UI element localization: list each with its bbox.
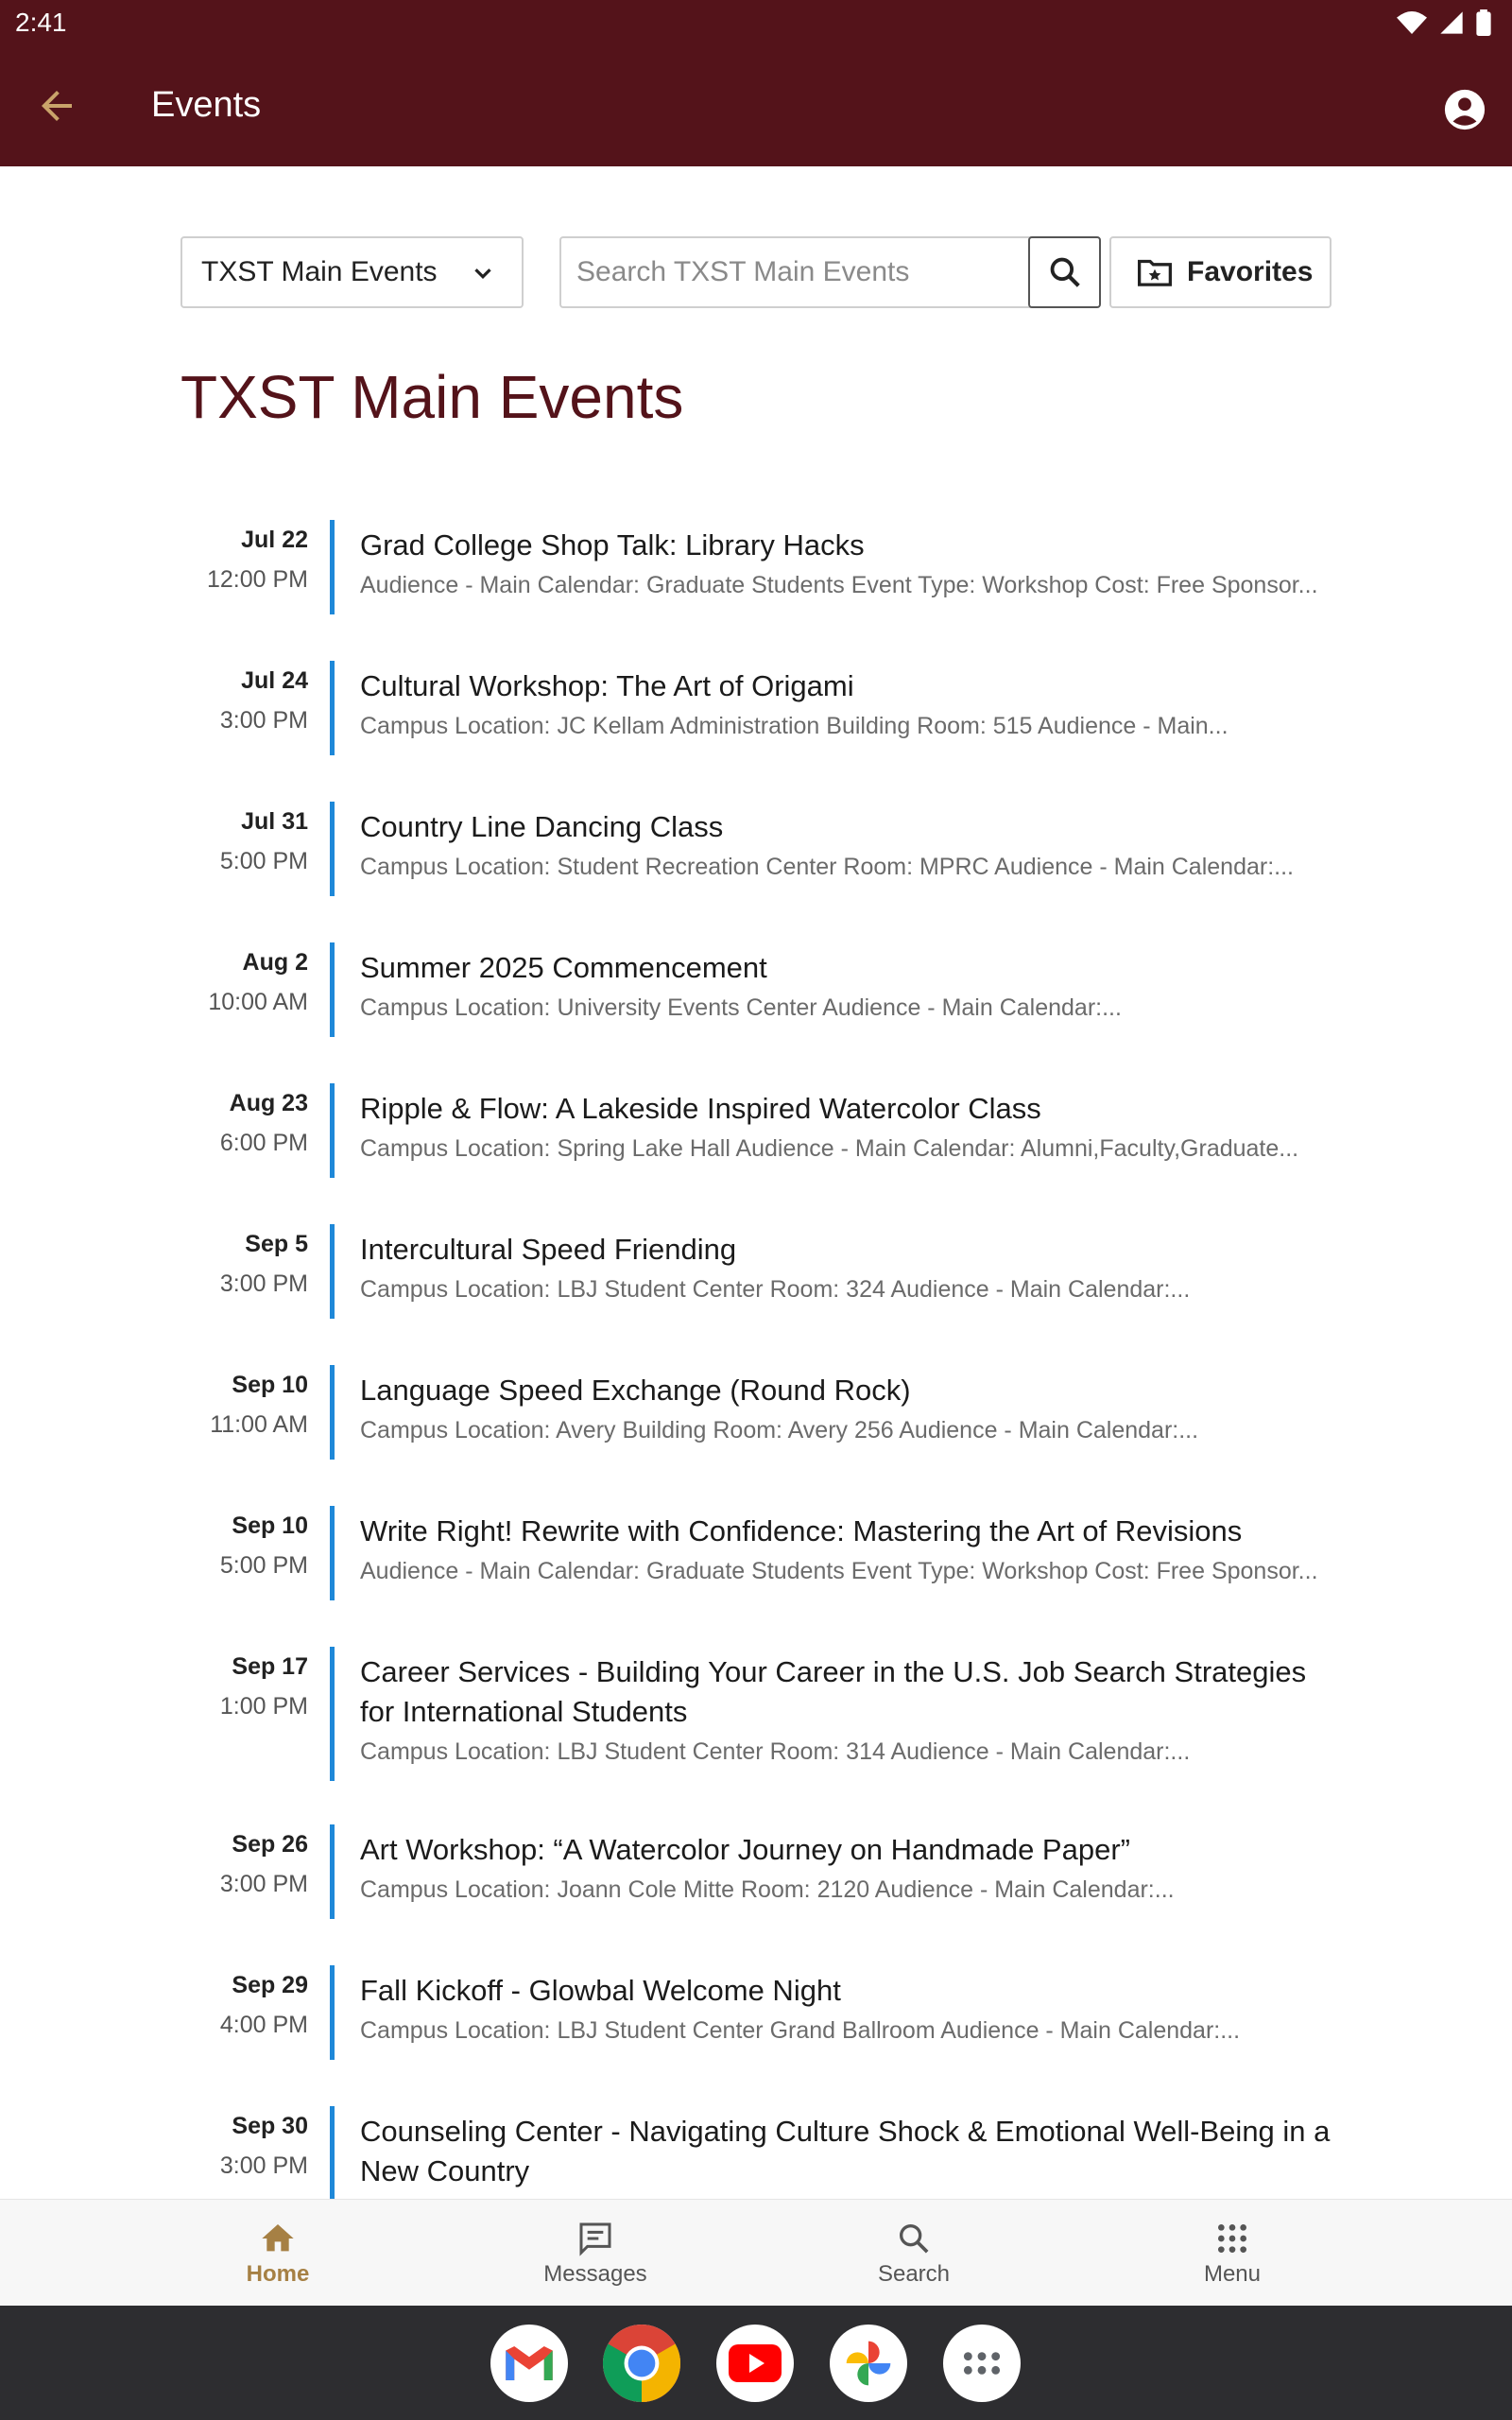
event-description: Campus Location: Student Recreation Center Room: MPRC Audience - Main Calendar:... xyxy=(360,854,1294,880)
event-time: 3:00 PM xyxy=(219,1270,308,1297)
event-time: 3:00 PM xyxy=(219,707,308,734)
account-button[interactable] xyxy=(1436,81,1493,138)
event-day: Aug 2 xyxy=(242,949,308,976)
nav-messages[interactable] xyxy=(501,2200,690,2307)
status-bar xyxy=(0,0,1512,47)
event-body xyxy=(360,1371,1333,1450)
nav-messages-label: Messages xyxy=(543,2260,647,2287)
event-day: Sep 29 xyxy=(232,1972,308,1998)
event-date xyxy=(180,1365,308,1444)
chrome-app[interactable] xyxy=(603,2325,680,2402)
event-accent-bar xyxy=(330,1224,335,1319)
controls-row xyxy=(180,236,1332,308)
event-date xyxy=(180,942,308,1022)
event-date xyxy=(180,1824,308,1904)
event-accent-bar xyxy=(330,1824,335,1919)
event-title[interactable]: Fall Kickoff - Glowbal Welcome Night xyxy=(360,1974,841,2007)
event-body xyxy=(360,1089,1333,1168)
event-description: Campus Location: LBJ Student Center Grand Ballroom Audience - Main Calendar:... xyxy=(360,2017,1241,2044)
signal-icon xyxy=(1438,9,1465,36)
apps-grid-icon xyxy=(1213,2220,1251,2257)
event-day: Jul 24 xyxy=(241,667,308,694)
event-description: Campus Location: LBJ Student Center Room: 314 Audience - Main Calendar:... xyxy=(360,1738,1191,1765)
event-date xyxy=(180,1965,308,2045)
event-time: 3:00 PM xyxy=(219,1871,308,1897)
folder-star-icon xyxy=(1136,255,1174,289)
messages-icon xyxy=(576,2220,614,2257)
event-day: Sep 10 xyxy=(232,1372,308,1398)
event-accent-bar xyxy=(330,1965,335,2060)
nav-home[interactable] xyxy=(183,2200,372,2307)
event-day: Jul 22 xyxy=(241,527,308,553)
event-description: Campus Location: Joann Cole Mitte Room: 2120 Audience - Main Calendar:... xyxy=(360,1876,1175,1903)
event-description: Campus Location: LBJ Student Center Room: 324 Audience - Main Calendar:... xyxy=(360,1276,1191,1303)
nav-home-label: Home xyxy=(246,2260,310,2287)
event-day: Sep 30 xyxy=(232,2113,308,2139)
event-accent-bar xyxy=(330,802,335,896)
event-accent-bar xyxy=(330,661,335,755)
search-icon xyxy=(1047,254,1083,290)
event-date xyxy=(180,1083,308,1163)
event-time: 5:00 PM xyxy=(219,1552,308,1579)
nav-search[interactable] xyxy=(819,2200,1008,2307)
event-time: 11:00 AM xyxy=(210,1411,308,1438)
chrome-icon xyxy=(603,2325,680,2402)
event-time: 1:00 PM xyxy=(219,1693,308,1720)
event-accent-bar xyxy=(330,1083,335,1178)
nav-search-label: Search xyxy=(877,2260,951,2287)
event-day: Sep 5 xyxy=(245,1231,308,1257)
event-title[interactable]: Country Line Dancing Class xyxy=(360,810,724,843)
event-title[interactable]: Counseling Center - Navigating Culture Shock & Emotional Well-Being in a New Country xyxy=(360,2115,1331,2187)
event-accent-bar xyxy=(330,2106,335,2199)
event-accent-bar xyxy=(330,520,335,614)
event-body xyxy=(360,1830,1333,1910)
home-icon xyxy=(259,2220,297,2257)
event-title[interactable]: Career Services - Building Your Career in the U.S. Job Search Strategies for International Students xyxy=(360,1655,1307,1728)
event-title[interactable]: Language Speed Exchange (Round Rock) xyxy=(360,1374,911,1407)
event-body xyxy=(360,666,1333,746)
youtube-app[interactable] xyxy=(716,2325,794,2402)
event-description: Campus Location: Avery Building Room: Avery 256 Audience - Main Calendar:... xyxy=(360,1417,1199,1443)
event-date xyxy=(180,520,308,599)
event-date xyxy=(180,661,308,740)
favorites-label: Favorites xyxy=(1187,256,1314,287)
arrow-back-icon xyxy=(34,83,79,129)
event-description: Campus Location: University Events Center Audience - Main Calendar:... xyxy=(360,994,1122,1021)
event-body xyxy=(360,526,1333,605)
event-title[interactable]: Art Workshop: “A Watercolor Journey on Handmade Paper” xyxy=(360,1833,1130,1866)
event-time: 10:00 AM xyxy=(208,989,308,1015)
event-body xyxy=(360,1512,1333,1591)
search-button[interactable] xyxy=(1028,236,1101,308)
event-body xyxy=(360,948,1333,1028)
event-description: Campus Location: JC Kellam Administration Building Room: 515 Audience - Main... xyxy=(360,713,1228,739)
gmail-app[interactable] xyxy=(490,2325,568,2402)
event-date xyxy=(180,2106,308,2186)
event-date xyxy=(180,1647,308,1726)
photos-app[interactable] xyxy=(830,2325,907,2402)
nav-menu[interactable] xyxy=(1138,2200,1327,2307)
event-time: 5:00 PM xyxy=(219,848,308,874)
status-time: 2:41 xyxy=(15,8,67,37)
chevron-down-icon xyxy=(469,259,497,287)
event-description: Audience - Main Calendar: Graduate Students Event Type: Workshop Cost: Free Sponsor... xyxy=(360,1558,1318,1584)
event-title[interactable]: Write Right! Rewrite with Confidence: Mastering the Art of Revisions xyxy=(360,1514,1243,1547)
event-description: Campus Location: Spring Lake Hall Audience - Main Calendar: Alumni,Faculty,Graduate... xyxy=(360,1135,1299,1162)
event-accent-bar xyxy=(330,1506,335,1600)
event-day: Sep 26 xyxy=(232,1831,308,1858)
event-title[interactable]: Intercultural Speed Friending xyxy=(360,1233,737,1266)
event-title[interactable]: Cultural Workshop: The Art of Origami xyxy=(360,669,854,702)
app-bar xyxy=(0,47,1512,166)
event-time: 6:00 PM xyxy=(219,1130,308,1156)
calendar-select-value: TXST Main Events xyxy=(201,256,438,287)
event-body xyxy=(360,807,1333,887)
event-day: Sep 17 xyxy=(232,1653,308,1680)
event-day: Jul 31 xyxy=(241,808,308,835)
event-accent-bar xyxy=(330,1647,335,1781)
calendar-select[interactable] xyxy=(180,236,524,308)
app-drawer-icon xyxy=(961,2349,1003,2377)
event-date xyxy=(180,1224,308,1304)
status-icons xyxy=(1397,9,1491,36)
event-day: Sep 10 xyxy=(232,1512,308,1539)
event-title[interactable]: Summer 2025 Commencement xyxy=(360,951,767,984)
gmail-icon xyxy=(504,2343,555,2383)
app-title: Events xyxy=(151,85,262,125)
event-title[interactable]: Grad College Shop Talk: Library Hacks xyxy=(360,528,865,562)
event-time: 4:00 PM xyxy=(219,2012,308,2038)
event-time: 3:00 PM xyxy=(219,2152,308,2179)
event-time: 12:00 PM xyxy=(206,566,308,593)
account-icon xyxy=(1443,88,1486,131)
nav-menu-label: Menu xyxy=(1203,2260,1262,2287)
event-date xyxy=(180,1506,308,1585)
back-button[interactable] xyxy=(26,76,87,136)
app-drawer[interactable] xyxy=(943,2325,1021,2402)
page-title: TXST Main Events xyxy=(180,363,684,431)
photos-pinwheel-icon xyxy=(842,2337,895,2390)
event-date xyxy=(180,802,308,881)
event-body xyxy=(360,2112,1333,2191)
event-title[interactable]: Ripple & Flow: A Lakeside Inspired Watercolor Class xyxy=(360,1092,1041,1125)
system-dock xyxy=(0,2306,1512,2420)
event-accent-bar xyxy=(330,1365,335,1460)
event-body xyxy=(360,1971,1333,2050)
youtube-icon xyxy=(729,2344,782,2382)
event-body xyxy=(360,1652,1333,1772)
event-accent-bar xyxy=(330,942,335,1037)
bottom-nav xyxy=(0,2199,1512,2306)
event-day: Aug 23 xyxy=(229,1090,308,1116)
wifi-icon xyxy=(1397,9,1427,36)
battery-icon xyxy=(1476,9,1491,36)
search-icon xyxy=(895,2220,933,2257)
events-list xyxy=(180,520,1333,2199)
event-description: Audience - Main Calendar: Graduate Students Event Type: Workshop Cost: Free Sponsor... xyxy=(360,572,1318,598)
favorites-button[interactable] xyxy=(1109,236,1332,308)
event-body xyxy=(360,1230,1333,1309)
search-input[interactable] xyxy=(559,236,1092,308)
